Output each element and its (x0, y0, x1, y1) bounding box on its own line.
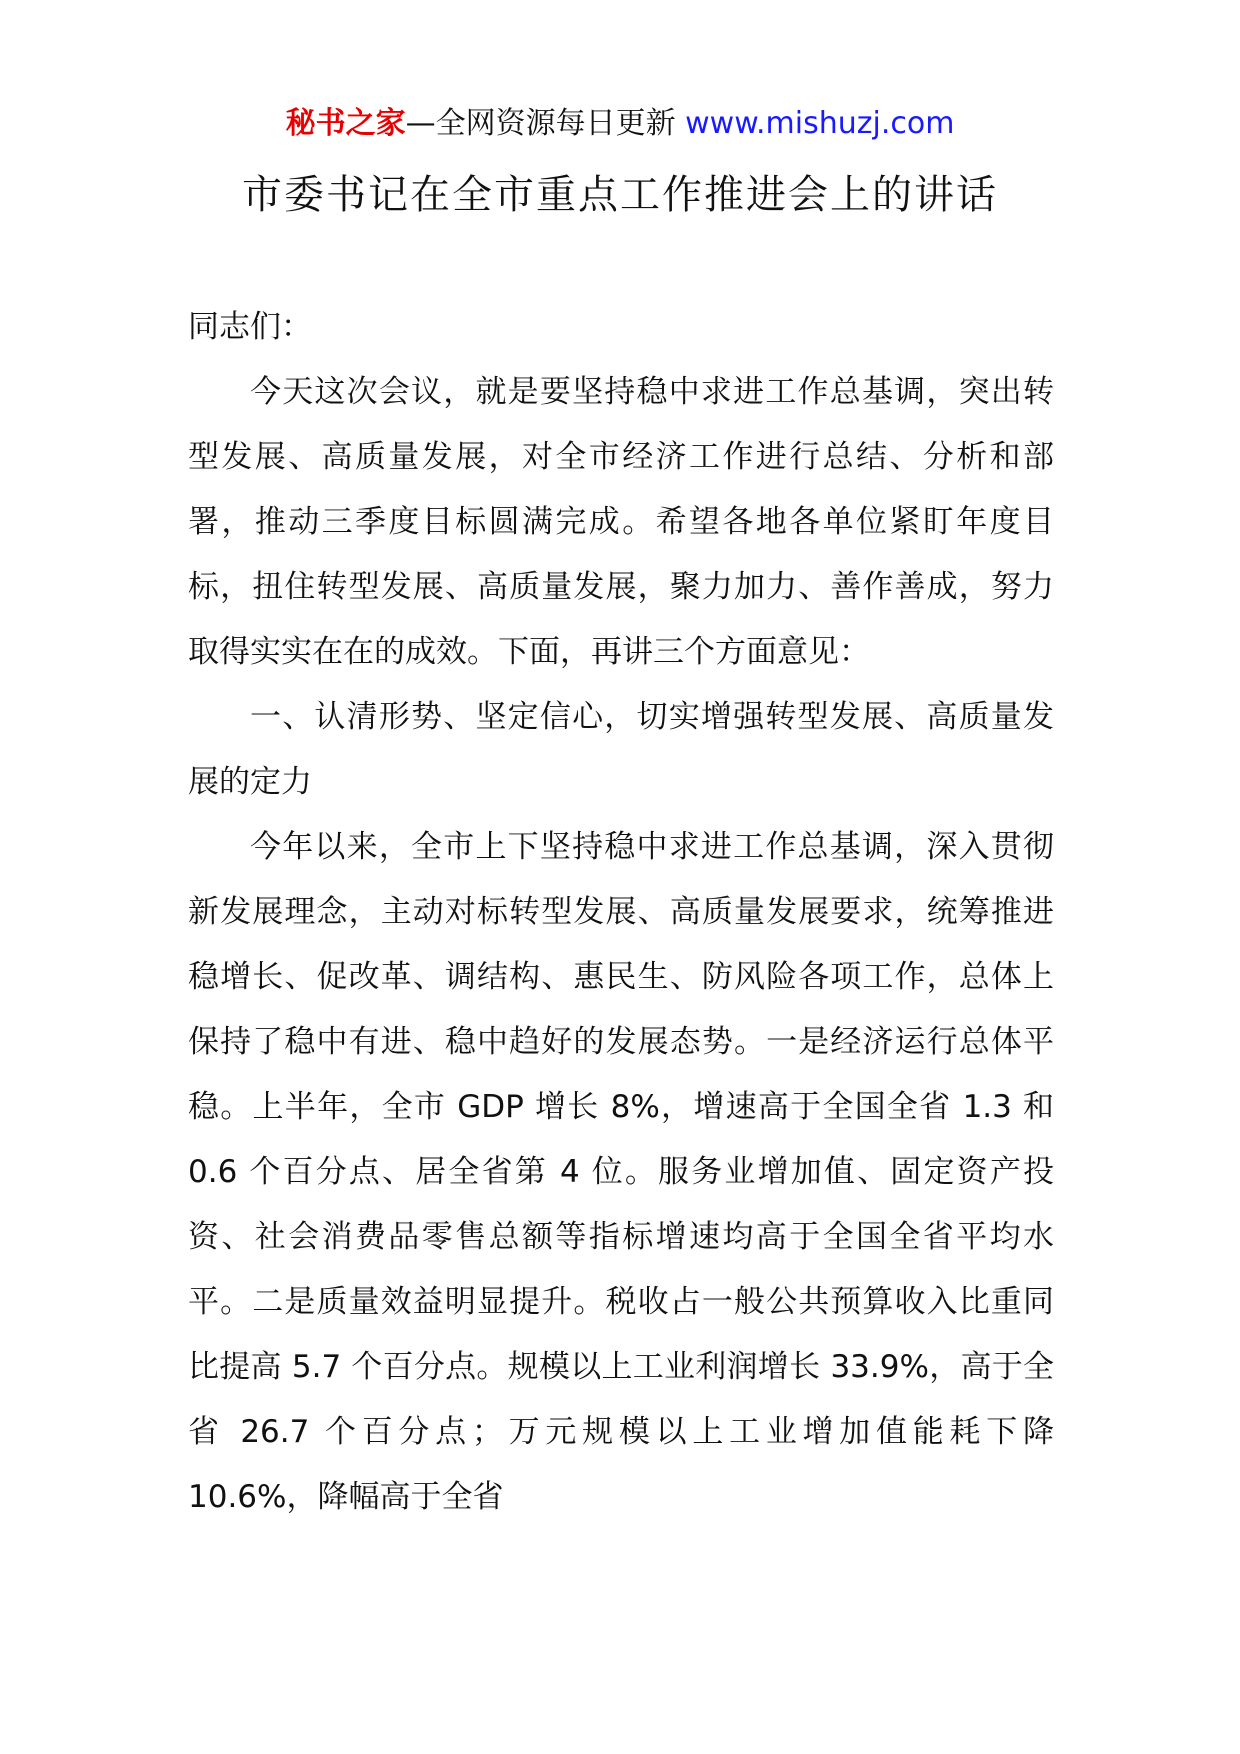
banner-slogan: —全网资源每日更新 (405, 106, 686, 141)
document-body (188, 295, 1054, 1530)
paragraph-situation: 今年以来，全市上下坚持稳中求进工作总基调，深入贯彻新发展理念，主动对标转型发展、高质量发展要求，统筹推进稳增长、促改革、调结构、惠民生、防风险各项工作，总体上保持了稳中有进、稳中趋好的发展态势。一是经济运行总体平稳。上半年，全市 GDP 增长 8%，增速高于全国全省 1.3 和 0.6 个百分点、居全省第 4 位。服务业增加值、固定资产投资、社会消费品零售总额等指标增速均高于全国全省平均水平。二是质量效益明显提升。税收占一般公共预算收入比重同比提高 5.7 个百分点。规模以上工业利润增长 33.9%，高于全省 26.7 个百分点；万元规模以上工业增加值能耗下降 10.6%，降幅高于全省 (188, 829, 1054, 1515)
document-title: 市委书记在全市重点工作推进会上的讲话 (242, 172, 998, 218)
salutation: 同志们： (188, 309, 312, 345)
paragraph-intro: 今天这次会议，就是要坚持稳中求进工作总基调，突出转型发展、高质量发展，对全市经济工作进行总结、分析和部署，推动三季度目标圆满完成。希望各地各单位紧盯年度目标，扭住转型发展、高质量发展，聚力加力、善作善成，努力取得实实在在的成效。下面，再讲三个方面意见： (188, 374, 1054, 670)
section-heading-1: 一、认清形势、坚定信心，切实增强转型发展、高质量发展的定力 (188, 699, 1054, 800)
banner-url-link[interactable]: www.mishuzj.com (685, 106, 955, 141)
banner-brand: 秘书之家 (285, 106, 406, 141)
site-banner (0, 104, 1240, 144)
